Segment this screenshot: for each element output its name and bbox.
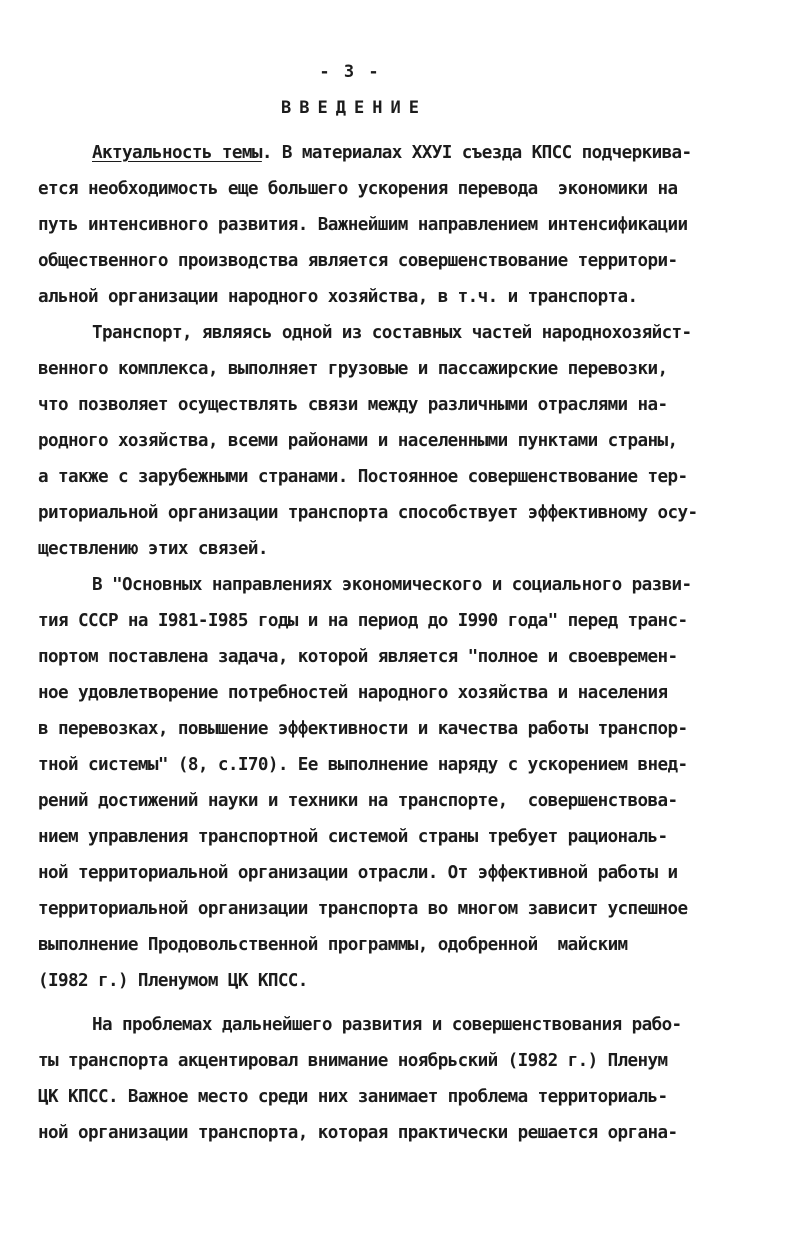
text-line: территориальной организации транспорта во многом зависит успешное [38,899,688,919]
text-line: путь интенсивного развития. Важнейшим направлением интенсификации [38,215,688,235]
text-line: что позволяет осуществлять связи между различными отраслями на- [38,395,668,415]
section-lead-phrase: Актуальность темы [92,143,262,163]
text-line: риториальной организации транспорта способствует эффективному осу- [38,503,698,523]
text-line: выполнение Продовольственной программы, одобренной майским [38,935,628,955]
text-line: портом поставлена задача, которой является "полное и своевремен- [38,647,678,667]
text-line: тия СССР на I981-I985 годы и на период до I990 года" перед транс- [38,611,688,631]
text-line: ществлению этих связей. [38,539,268,559]
text-line: родного хозяйства, всеми районами и населенными пунктами страны, [38,431,678,451]
text-line: ЦК КПСС. Важное место среди них занимает проблема территориаль- [38,1087,668,1107]
text-line [92,142,692,164]
text-line: ной организации транспорта, которая практически решается органа- [38,1123,678,1143]
text-line: В "Основных направлениях экономического и социального разви- [92,575,692,595]
text-line: нием управления транспортной системой страны требует рациональ- [38,827,668,847]
text-line: ное удовлетворение потребностей народного хозяйства и населения [38,683,668,703]
section-title: ВВЕДЕНИЕ [281,98,427,118]
text-line: ты транспорта акцентировал внимание ноябрьский (I982 г.) Пленум [38,1051,668,1071]
text-fragment: . В материалах ХХУI съезда КПСС подчеркива- [261,143,692,163]
text-line: венного комплекса, выполняет грузовые и пассажирские перевозки, [38,359,668,379]
text-line: а также с зарубежными странами. Постоянное совершенствование тер- [38,467,688,487]
text-line: в перевозках, повышение эффективности и качества работы транспор- [38,719,688,739]
text-line: На проблемах дальнейшего развития и совершенствования рабо- [92,1015,682,1035]
text-line: альной организации народного хозяйства, в т.ч. и транспорта. [38,287,638,307]
text-line: (I982 г.) Пленумом ЦК КПСС. [38,971,308,991]
text-line: Транспорт, являясь одной из составных частей народнохозяйст- [92,323,692,343]
text-line: ется необходимость еще большего ускорения перевода экономики на [38,179,678,199]
text-line: ной территориальной организации отрасли. От эффективной работы и [38,863,678,883]
text-line: рений достижений науки и техники на транспорте, совершенствова- [38,791,678,811]
text-line: общественного производства является совершенствование территори- [38,251,678,271]
text-line: тной системы" (8, с.I70). Ее выполнение наряду с ускорением внед- [38,755,688,775]
page-number: - 3 - [319,62,381,82]
